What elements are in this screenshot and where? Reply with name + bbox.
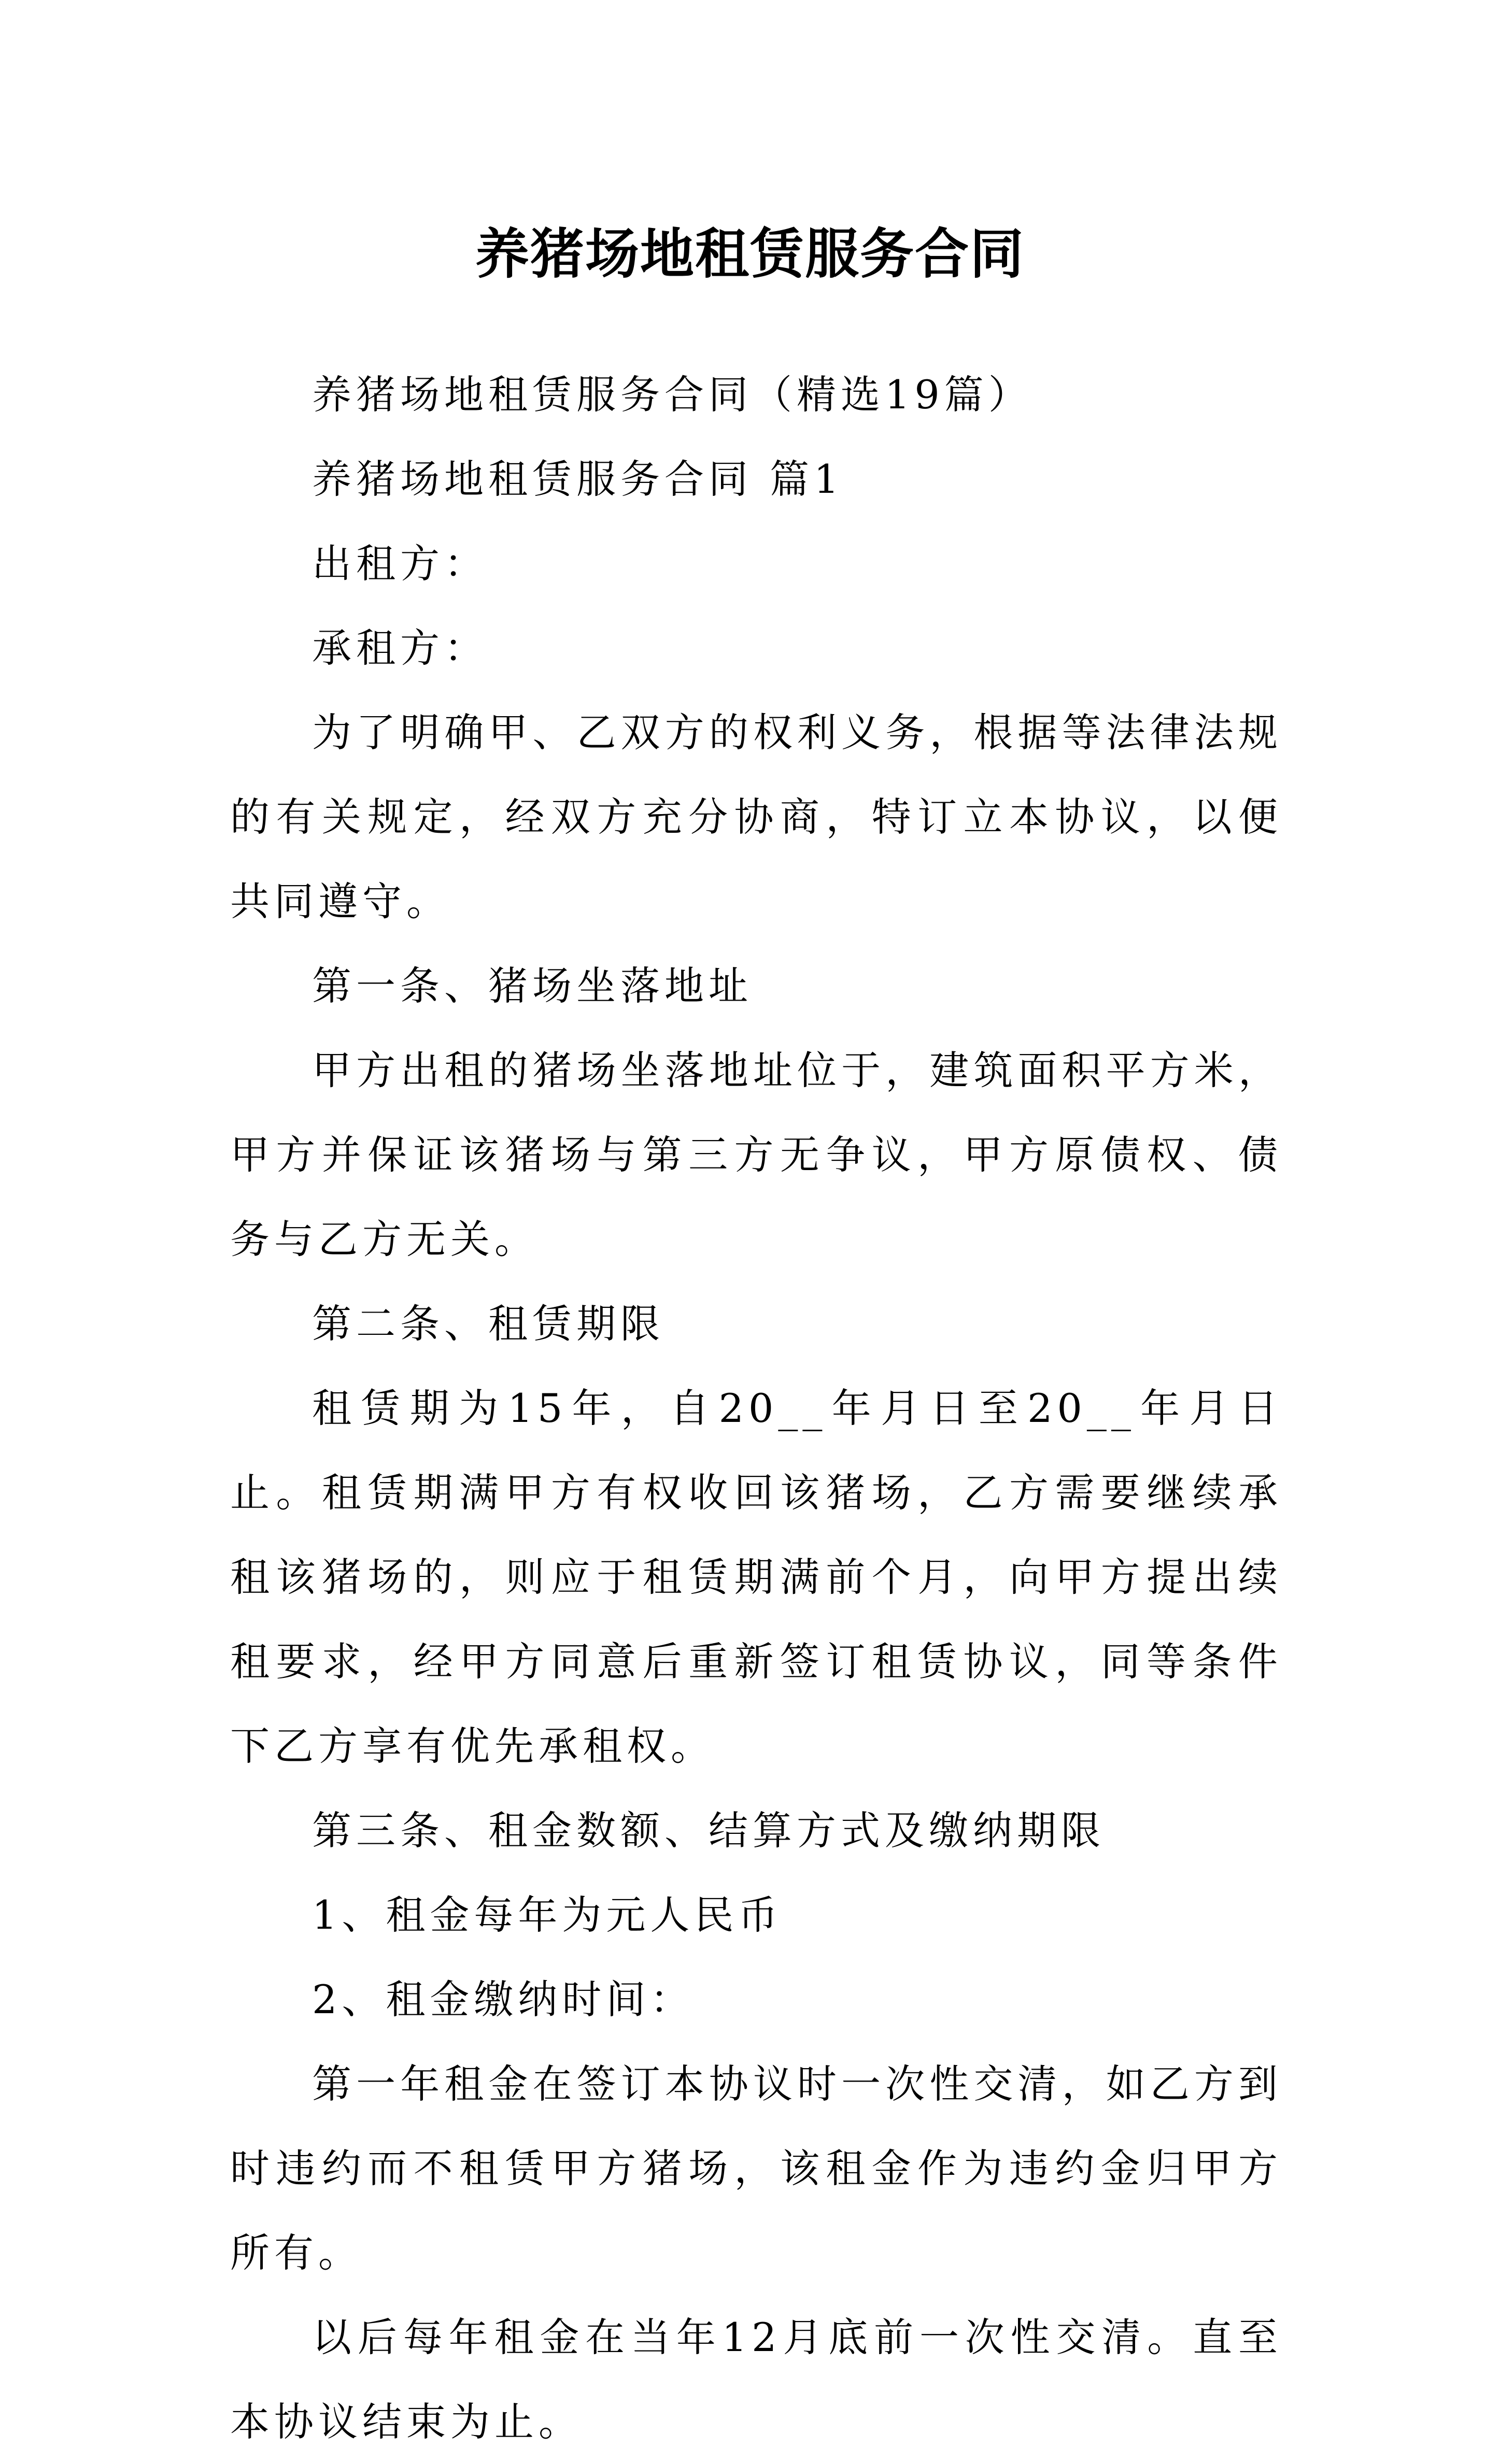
paragraph-article-2-heading: 第二条、租赁期限	[312, 1301, 664, 1347]
paragraph-article-3-heading: 第三条、租金数额、结算方式及缴纳期限	[312, 1807, 1105, 1854]
paragraph-article-3-item-2: 2、租金缴纳时间：	[312, 1976, 695, 2023]
paragraph-lessee: 承租方：	[312, 625, 488, 671]
paragraph-first-year-rent: 第一年租金在签订本协议时一次性交清，如乙方到时违约而不租赁甲方猪场，该租金作为违约金归甲方所有。	[230, 2061, 1282, 2276]
paragraph-article-3-item-1: 1、租金每年为元人民币	[312, 1892, 783, 1938]
paragraph-annual-rent: 以后每年租金在当年12月底前一次性交清。直至本协议结束为止。	[230, 2314, 1282, 2445]
paragraph-article-1-heading: 第一条、猪场坐落地址	[312, 963, 753, 1009]
document-title: 养猪场地租赁服务合同	[475, 221, 1025, 286]
paragraph-article-1-body: 甲方出租的猪场坐落地址位于，建筑面积平方米，甲方并保证该猪场与第三方无争议，甲方原债权、债务与乙方无关。	[230, 1047, 1282, 1262]
paragraph-preamble: 为了明确甲、乙双方的权利义务，根据等法律法规的有关规定，经双方充分协商，特订立本协议，以便共同遵守。	[230, 709, 1282, 924]
paragraph-subtitle: 养猪场地租赁服务合同（精选19篇）	[312, 372, 1032, 418]
document-body	[230, 352, 1282, 2464]
paragraph-lessor: 出租方：	[312, 540, 488, 587]
paragraph-section-heading: 养猪场地租赁服务合同 篇1	[312, 456, 844, 502]
paragraph-article-2-body: 租赁期为15年，自20__年月日至20__年月日止。租赁期满甲方有权收回该猪场，乙方需要继续承租该猪场的，则应于租赁期满前个月，向甲方提出续租要求，经甲方同意后重新签订租赁协议，同等条件下乙方享有优先承租权。	[230, 1385, 1282, 1769]
